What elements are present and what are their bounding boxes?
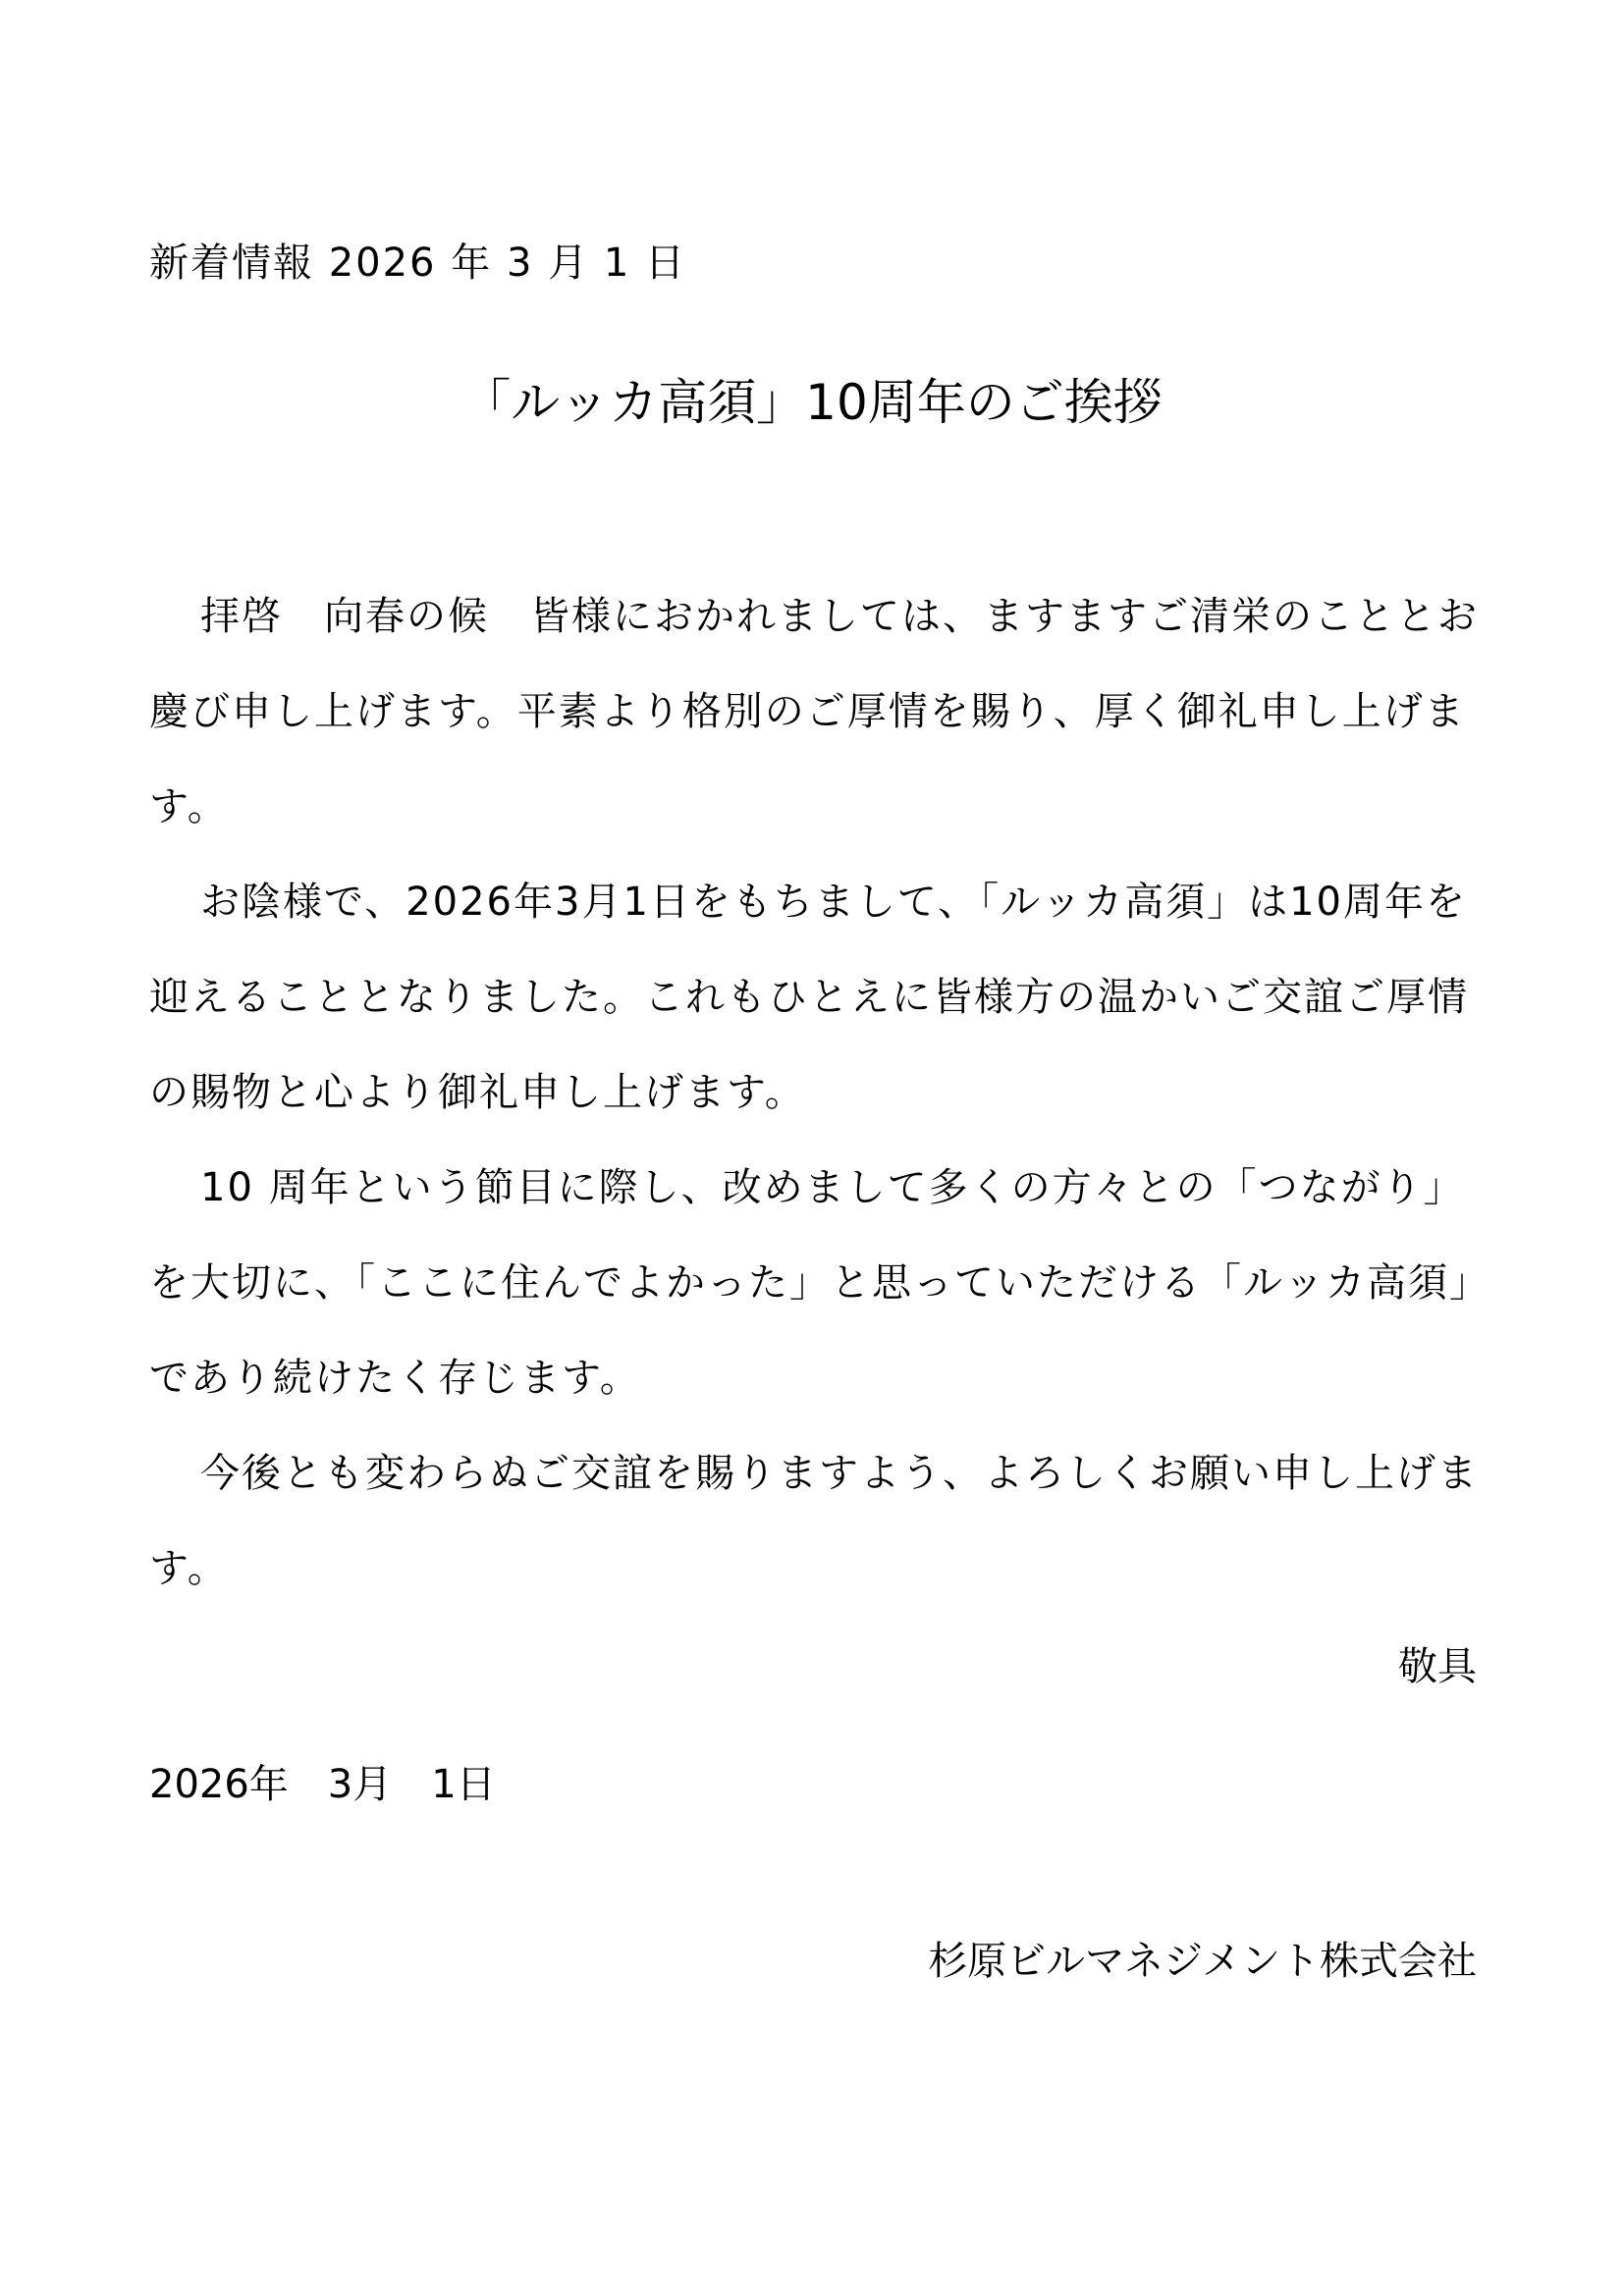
signature-date: 2026年 3月 1日: [149, 1762, 496, 1807]
paragraph-anniversary: お陰様で、2026年3月1日をもちまして、「ルッカ高須」は10周年を迎えることとなりました。これもひとえに皆様方の温かいご交誼ご厚情の賜物と心より御礼申し上げます。: [149, 880, 1469, 1115]
paragraph-milestone: 10 周年という節目に際し、改めまして多くの方々との「つながり」を大切に、「ここに住んでよかった」と思っていただける「ルッカ高須」であり続けたく存じます。: [149, 1165, 1471, 1401]
news-date-heading: 新着情報 2026 年 3 月 1 日: [149, 240, 686, 286]
paragraph-greeting: 拝啓 向春の候 皆様におかれましては、ますますご清栄のこととお慶び申し上げます。平素より格別のご厚情を賜り、厚く御礼申し上げます。: [149, 594, 1479, 829]
paragraph-closing-request: 今後とも変わらぬご交誼を賜りますよう、よろしくお願い申し上げます。: [149, 1451, 1479, 1591]
closing-salutation: 敬具: [1398, 1644, 1477, 1689]
company-name: 杉原ビルマネジメント株式会社: [928, 1939, 1477, 1984]
document-title: 「ルッカ高須」10周年のご挨拶: [461, 374, 1163, 431]
letter-body: [149, 569, 1485, 1617]
